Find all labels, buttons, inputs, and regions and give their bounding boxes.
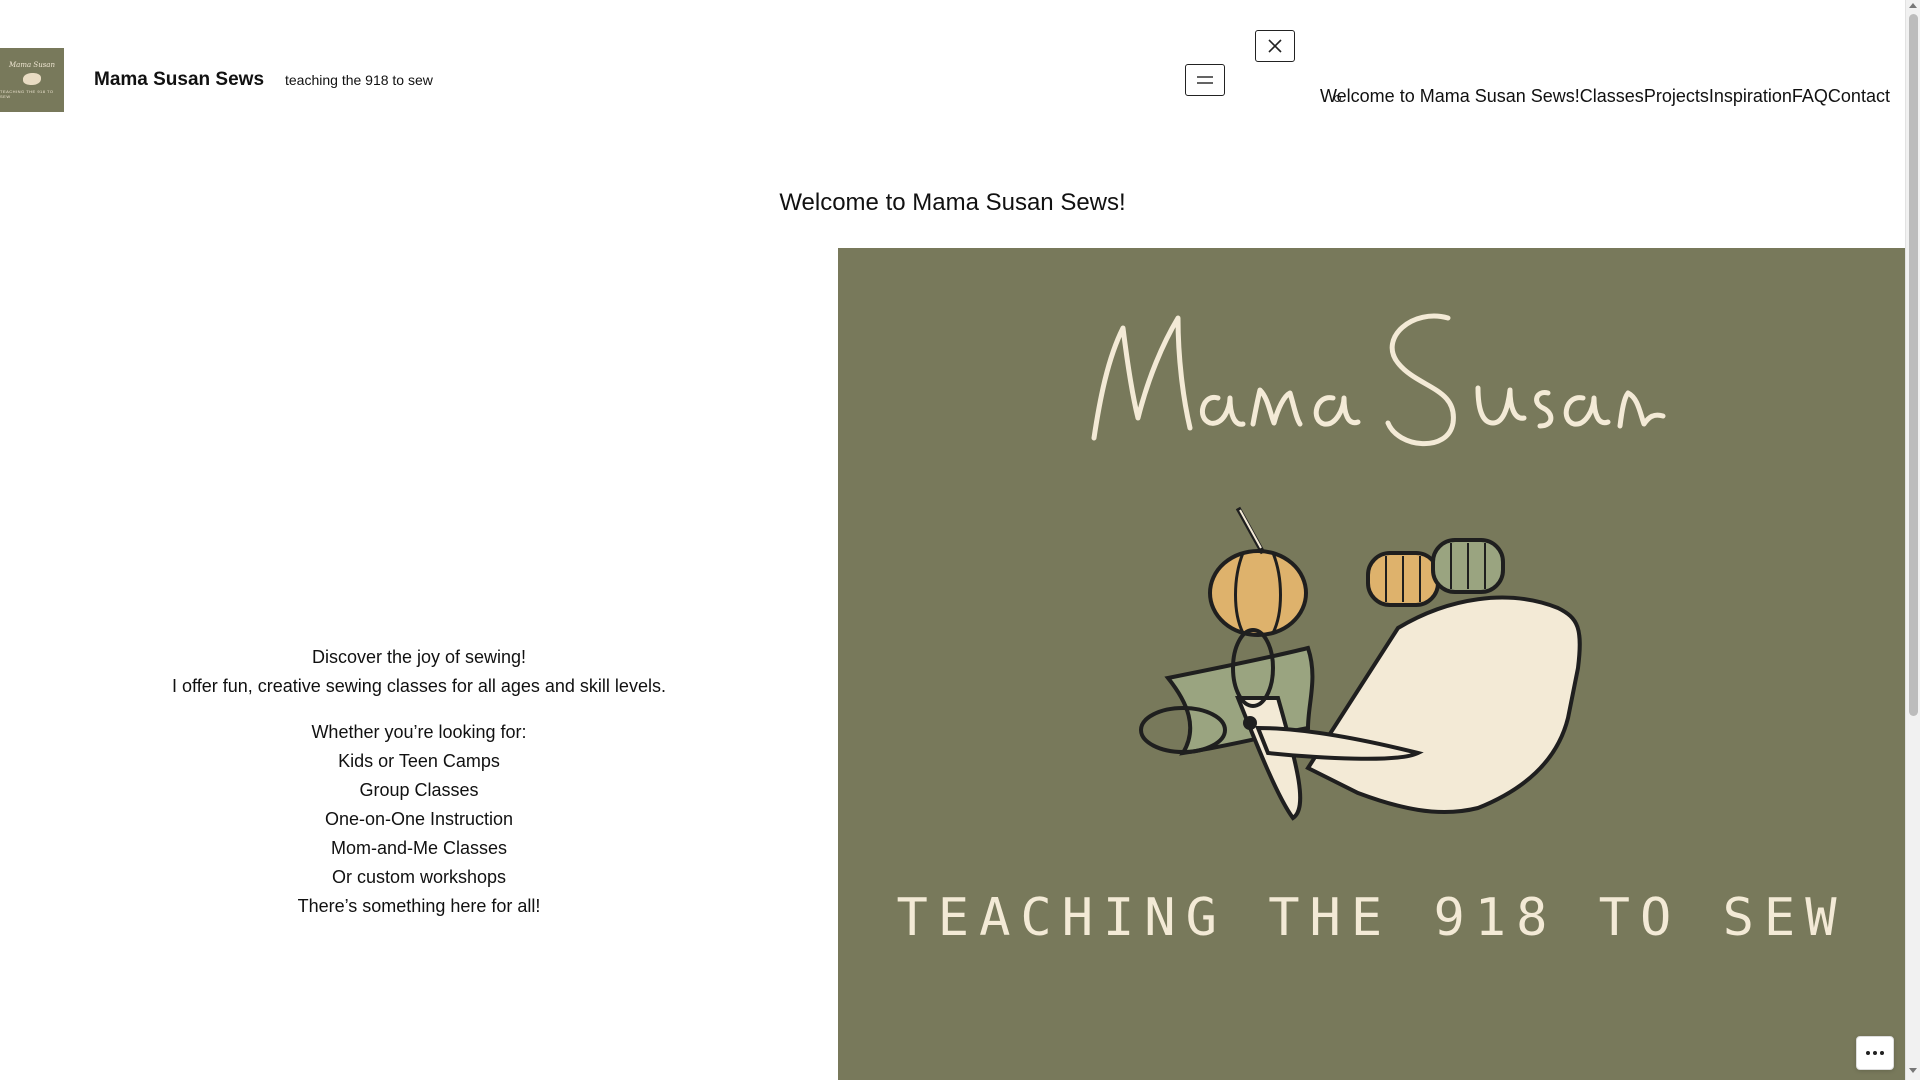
nav-link-inspiration[interactable]: Inspiration <box>1708 86 1792 106</box>
nav-item-contact <box>1828 86 1890 107</box>
hero-image <box>838 248 1905 1080</box>
offer-line: Or custom workshops <box>331 867 507 887</box>
thread-spool-icon <box>1368 540 1503 605</box>
offer-paragraph <box>20 718 818 921</box>
scroll-up-arrow-icon[interactable] <box>1909 3 1917 8</box>
nav-item-faq <box>1792 86 1828 107</box>
hero-script-logo <box>1094 316 1663 444</box>
more-dots-icon <box>1880 1051 1884 1055</box>
offer-line: Group Classes <box>359 780 479 800</box>
offer-line: There’s something here for all! <box>297 896 541 916</box>
offer-line: Mom-and-Me Classes <box>330 838 508 858</box>
logo-script-text: Mama Susan <box>9 61 55 69</box>
intro-line: Discover the joy of sewing! <box>311 647 527 667</box>
offer-line: One-on-One Instruction <box>324 809 514 829</box>
nav-link-faq[interactable]: FAQ <box>1791 86 1828 106</box>
nav-item-projects <box>1644 86 1709 107</box>
menu-close-button[interactable] <box>1255 30 1295 62</box>
scroll-thumb[interactable] <box>1909 14 1918 716</box>
menu-open-button[interactable] <box>1185 64 1225 96</box>
more-dots-icon <box>1873 1051 1877 1055</box>
logo-sewing-icon <box>23 73 41 85</box>
sewing-illustration <box>838 248 1905 1080</box>
hamburger-icon <box>1196 75 1214 85</box>
scroll-down-arrow-icon[interactable] <box>1909 1068 1917 1073</box>
offer-line: Whether you’re looking for: <box>311 722 527 742</box>
more-options-button[interactable] <box>1856 1036 1894 1070</box>
more-dots-icon <box>1866 1051 1870 1055</box>
logo-sub-text: TEACHING THE 918 TO SEW <box>0 89 54 99</box>
offer-line: Kids or Teen Camps <box>338 751 500 771</box>
nav-link-projects[interactable]: Projects <box>1643 86 1709 106</box>
fabric-bolt <box>1308 598 1580 812</box>
nav-link-contact[interactable]: Contact <box>1827 86 1890 106</box>
page-scrollbar[interactable] <box>1905 0 1920 1080</box>
close-icon <box>1267 38 1283 54</box>
intro-paragraph <box>20 643 818 701</box>
nav-item-welcome <box>1320 86 1580 107</box>
intro-line: I offer fun, creative sewing classes for all ages and skill levels. <box>172 676 666 696</box>
site-title[interactable]: Mama Susan Sews <box>94 69 265 90</box>
nav-item-inspiration <box>1709 86 1792 107</box>
page-title: Welcome to Mama Susan Sews! <box>779 189 1126 216</box>
site-logo[interactable] <box>0 48 64 112</box>
intro-text <box>20 643 818 938</box>
nav-item-classes <box>1580 86 1644 107</box>
nav-link-classes[interactable]: Classes <box>1579 86 1644 106</box>
primary-navigation <box>1320 86 1890 107</box>
pincushion-icon <box>1210 508 1306 635</box>
hero-tagline: TEACHING THE 918 TO SEW <box>896 888 1847 948</box>
site-tagline: teaching the 918 to sew <box>285 72 433 88</box>
nav-link-welcome[interactable]: Welcome to Mama Susan Sews! <box>1320 86 1580 106</box>
